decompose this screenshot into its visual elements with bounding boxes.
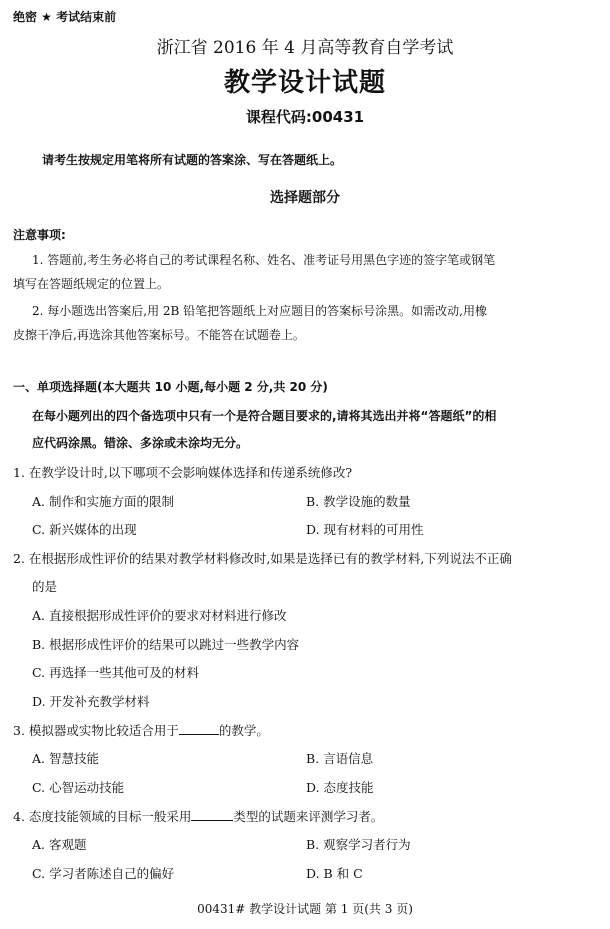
- question-1-stem: 1. 在教学设计时,以下哪项不会影响媒体选择和传递系统修改?: [13, 465, 353, 480]
- answer-blank: [179, 733, 219, 735]
- notes-heading: 注意事项:: [13, 228, 66, 242]
- question-1-option-a: A. 制作和实施方面的限制: [32, 494, 174, 509]
- question-2-option-b: B. 根据形成性评价的结果可以跳过一些教学内容: [32, 637, 300, 652]
- answer-instruction: 请考生按规定用笔将所有试题的答案涂、写在答题纸上。: [42, 153, 343, 167]
- note-2-line-2: 皮擦干净后,再选涂其他答案标号。不能答在试题卷上。: [13, 328, 305, 342]
- confidential-mark: 绝密 ★ 考试结束前: [13, 10, 117, 24]
- question-4-stem-before: 4. 态度技能领域的目标一般采用: [13, 809, 192, 824]
- note-2-line-1: 2. 每小题选出答案后,用 2B 铅笔把答题纸上对应题目的答案标号涂黑。如需改动,用橡: [32, 304, 487, 318]
- note-1-line-1: 1. 答题前,考生务必将自己的考试课程名称、姓名、准考证号用黑色字迹的签字笔或钢笔: [32, 253, 496, 267]
- question-3-option-d: D. 态度技能: [306, 780, 374, 795]
- note-1-line-2: 填写在答题纸规定的位置上。: [13, 277, 170, 291]
- answer-blank: [191, 819, 233, 821]
- question-2-stem-line-2: 的是: [32, 579, 58, 594]
- exam-session-line: 浙江省 2016 年 4 月高等教育自学考试: [156, 38, 454, 58]
- part-title: 选择题部分: [270, 190, 340, 206]
- question-4-option-c: C. 学习者陈述自己的偏好: [32, 866, 175, 881]
- question-4-option-d: D. B 和 C: [306, 866, 363, 881]
- question-3-option-a: A. 智慧技能: [32, 751, 99, 766]
- question-2-option-a: A. 直接根据形成性评价的要求对材料进行修改: [32, 608, 287, 623]
- question-4-option-a: A. 客观题: [32, 837, 87, 852]
- section-instruction-line-2: 应代码涂黑。错涂、多涂或未涂均无分。: [32, 436, 249, 450]
- section-heading: 一、单项选择题(本大题共 10 小题,每小题 2 分,共 20 分): [13, 380, 328, 394]
- question-2-stem-line-1: 2. 在根据形成性评价的结果对教学材料修改时,如果是选择已有的教学材料,下列说法不正确: [13, 551, 512, 566]
- question-1-option-c: C. 新兴媒体的出现: [32, 522, 137, 537]
- question-3-option-b: B. 言语信息: [306, 751, 374, 766]
- course-code: 课程代码:00431: [245, 108, 365, 126]
- section-instruction-line-1: 在每小题列出的四个备选项中只有一个是符合题目要求的,请将其选出并将“答题纸”的相: [32, 409, 497, 423]
- question-3-option-c: C. 心智运动技能: [32, 780, 125, 795]
- question-3-stem-after: 的教学。: [218, 723, 269, 738]
- page-footer: 00431# 教学设计试题 第 1 页(共 3 页): [197, 902, 413, 916]
- question-4-stem: [13, 807, 383, 825]
- question-3-stem-before: 3. 模拟器或实物比较适合用于: [13, 723, 179, 738]
- question-2-option-d: D. 开发补充教学材料: [32, 694, 150, 709]
- question-1-option-b: B. 教学设施的数量: [306, 494, 411, 509]
- question-1-option-d: D. 现有材料的可用性: [306, 522, 424, 537]
- question-4-option-b: B. 观察学习者行为: [306, 837, 411, 852]
- question-2-option-c: C. 再选择一些其他可及的材料: [32, 665, 200, 680]
- question-4-stem-after: 类型的试题来评测学习者。: [233, 809, 384, 824]
- page-title: 教学设计试题: [223, 68, 386, 98]
- question-3-stem: [13, 721, 269, 739]
